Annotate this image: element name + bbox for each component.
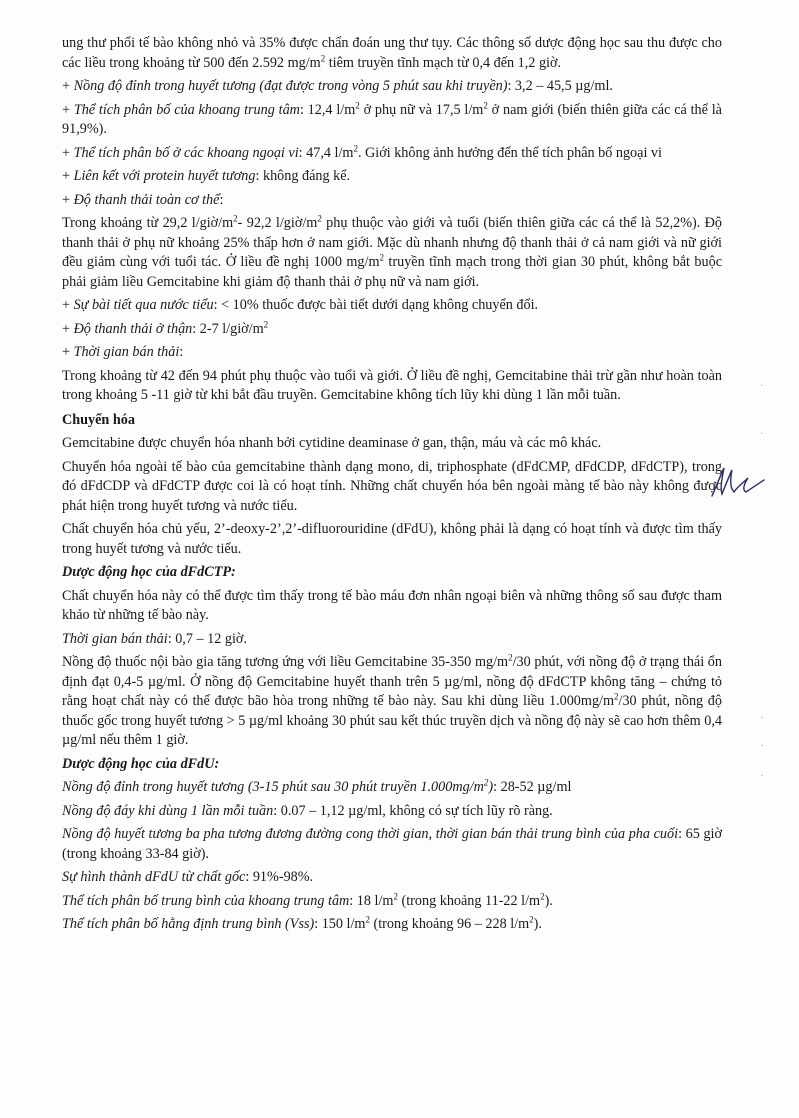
- margin-mark: ·: [760, 712, 764, 724]
- param-dfdu-peak: Nồng độ đỉnh trong huyết tương (3-15 phút sau 30 phút truyền $1.000mg/m^2$): 28-52 µg/ml: [62, 777, 572, 795]
- paragraph-metabolism-2: Chuyển hóa ngoài tế bào của gemcitabine thành dạng mono, di, triphosphate (dFdCMP, dFdCDP, dFdCTP), trong đó dFdCDP và dFdCTP được coi là có hoạt tính. Những chất chuyển hóa bên ngoài màng tế bào này không được phát hiện trong huyết tương và nước tiểu.: [62, 458, 722, 514]
- param-dfdu-central-volume: Thể tích phân bố trung bình của khoang trung tâm: 18 $l/m^2$ (trong khoảng 11-22 $l/m^2$).: [62, 890, 553, 909]
- heading-dfdu: Dược động học của dFdU:: [62, 755, 220, 772]
- param-dfdctp-half-life: Thời gian bán thải: 0,7 – 12 giờ.: [62, 630, 247, 647]
- param-peripheral-volume: + Thể tích phân bố ở các khoang ngoại vi: 47,4 $l/m^2$. Giới không ảnh hưởng đến thể tích phân bố ngoại vi: [62, 142, 662, 161]
- param-peak-concentration: + Nồng độ đỉnh trong huyết tương (đạt được trong vòng 5 phút sau khi truyền): 3,2 – 45,5 µg/ml.: [62, 78, 613, 94]
- document-page: [62, 34, 722, 939]
- margin-mark: ·: [760, 380, 764, 392]
- param-dfdu-steady-volume: Thể tích phân bố hằng định trung bình (Vss): 150 $l/m^2$ (trong khoảng 96 – 228 $l/m^2$).: [62, 914, 542, 932]
- param-protein-binding: + Liên kết với protein huyết tương: không đáng kể.: [62, 168, 351, 184]
- param-renal-clearance: + Độ thanh thải ở thận: 2-7 $l/giờ/m^2$: [62, 318, 269, 337]
- param-half-life: + Thời gian bán thải:: [62, 344, 184, 360]
- param-urinary-excretion: + Sự bài tiết qua nước tiểu: < 10% thuốc được bài tiết dưới dạng không chuyển đổi.: [62, 297, 539, 313]
- paragraph-dfdctp-detail: Nồng độ thuốc nội bào gia tăng tương ứng với liều Gemcitabine 35-350 $mg/m^2/30$ phút, với nồng độ ở trạng thái ổn định đạt 0,4-5 µg/ml. Ở nồng độ Gemcitabine huyết thanh trên 5 µg/ml, nồng độ dFdCTP không tăng – chứng tỏ rằng hoạt chất này có thể được bão hòa trong những tế bào này. Sau khi dùng liều $1.000mg/m^2/30$ phút, nồng độ thuốc gốc trong huyết tương > 5 µg/ml khoảng 30 phút sau kết thúc truyền dịch và nồng độ này sẽ cao hơn thêm 0,4 µg/ml nếu thêm 1 giờ.: [62, 652, 722, 748]
- margin-mark: ·: [760, 740, 764, 752]
- heading-metabolism: Chuyển hóa: [62, 411, 135, 428]
- paragraph-metabolism-3: Chất chuyển hóa chủ yếu, 2’-deoxy-2’,2’-difluorouridine (dFdU), không phải là dạng có hoạt tính và được tìm thấy trong huyết tương và nước tiểu.: [62, 521, 722, 557]
- param-central-volume: + Thể tích phân bố của khoang trung tâm: 12,4 $l/m^2$ ở phụ nữ và 17,5 $l/m^2$ ở nam giới (biến thiên giữa các cá thể là 91,9%).: [62, 99, 722, 137]
- param-total-clearance: + Độ thanh thải toàn cơ thể:: [62, 191, 224, 208]
- paragraph-clearance-detail: Trong khoảng từ 29,2 $l/giờ/m^2-$ 92,2 $l/giờ/m^2$ phụ thuộc vào giới và tuổi (biến thiên giữa các cá thể là 52,2%). Độ thanh thải ở phụ nữ khoảng 25% thấp hơn ở nam giới. Mặc dù nhanh nhưng độ thanh thải ở cả nam giới và nữ giới đều giảm cùng với tuổi tác. Ở liều đề nghị 1000 $mg/m^2$ truyền tĩnh mạch trong thời gian 30 phút, không bắt buộc phải giảm liều Gemcitabine khi giảm độ thanh thải ở phụ nữ và nam giới.: [62, 213, 723, 290]
- paragraph-half-life-detail: Trong khoảng từ 42 đến 94 phút phụ thuộc vào tuổi và giới. Ở liều đề nghị, Gemcitabine thải trừ gần như hoàn toàn trong khoảng 5 -11 giờ từ khi bắt đầu truyền. Gemcitabine không tích lũy khi dùng 1 lần mỗi tuần.: [62, 367, 722, 403]
- margin-mark: ·: [760, 770, 764, 782]
- param-dfdu-trough: Nồng độ đáy khi dùng 1 lần mỗi tuần: 0.07 – 1,12 µg/ml, không có sự tích lũy rõ ràng.: [62, 802, 553, 819]
- paragraph-intro: ung thư phổi tế bào không nhỏ và 35% được chẩn đoán ung thư tụy. Các thông số dược động học sau thu được cho các liều trong khoảng từ 500 đến 2.592 $mg/m^2$ tiêm truyền tĩnh mạch từ 0,4 đến 1,2 giờ.: [62, 35, 722, 71]
- margin-mark: ·: [760, 428, 764, 440]
- handwritten-initials: [708, 462, 768, 502]
- param-dfdu-terminal-half-life: Nồng độ huyết tương ba pha tương đương đường cong thời gian, thời gian bán thải trung bình của pha cuối: 65 giờ (trong khoảng 33-84 giờ).: [62, 826, 722, 862]
- param-dfdu-formation: Sự hình thành dFdU từ chất gốc: 91%-98%.: [62, 869, 314, 885]
- paragraph-dfdctp-intro: Chất chuyển hóa này có thể được tìm thấy trong tế bào máu đơn nhân ngoại biên và những thông số sau được tham khảo từ những tế bào này.: [62, 587, 722, 623]
- paragraph-metabolism-1: Gemcitabine được chuyển hóa nhanh bởi cytidine deaminase ở gan, thận, máu và các mô khác.: [62, 435, 602, 451]
- heading-dfdctp: Dược động học của dFdCTP:: [62, 564, 236, 580]
